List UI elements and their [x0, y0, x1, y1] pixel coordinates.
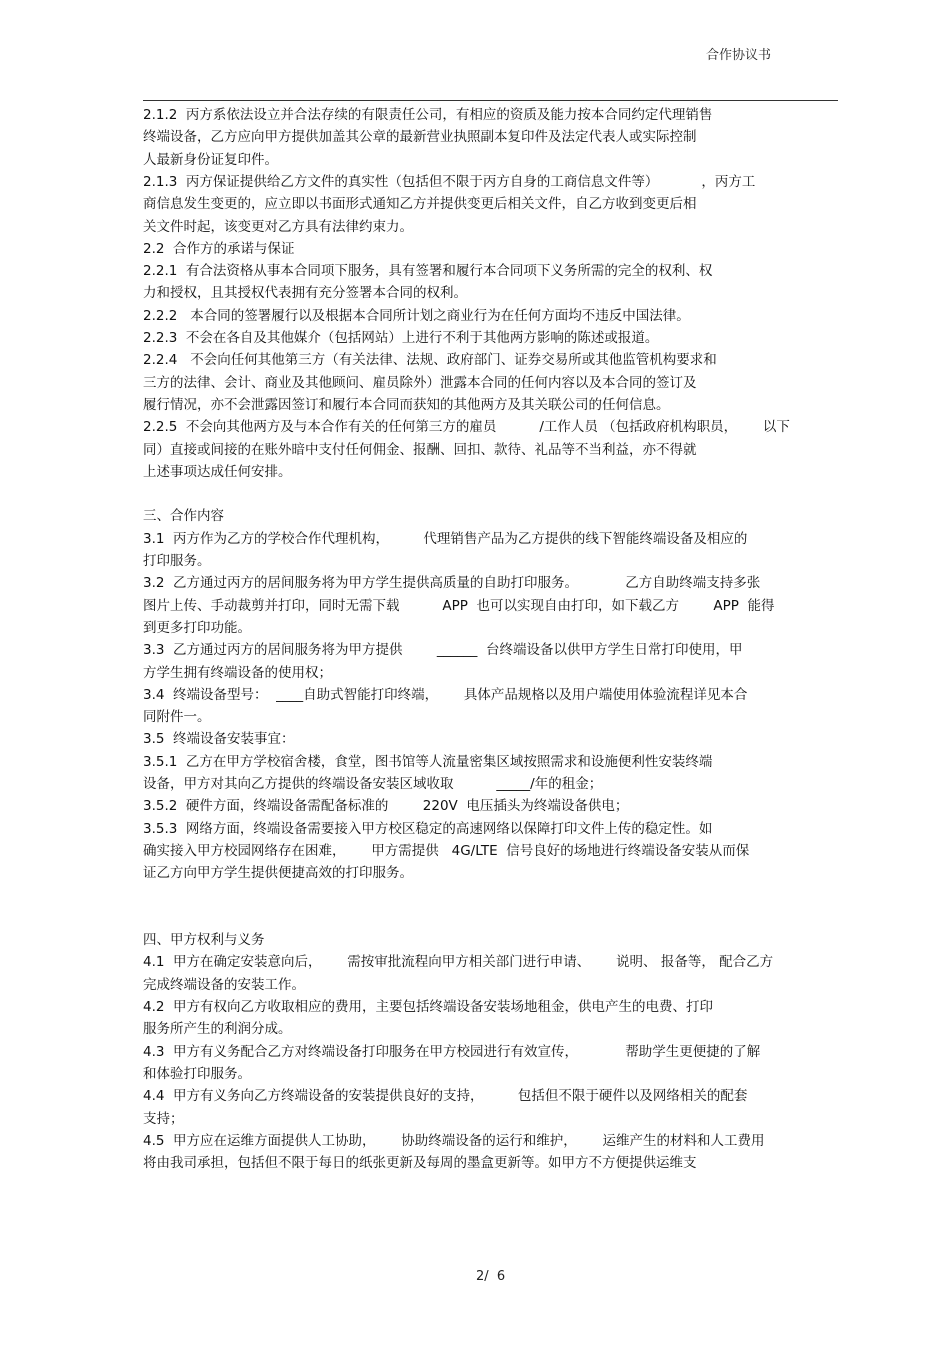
text-line: 完成终端设备的安装工作。: [143, 976, 305, 993]
text-line: 4.4 甲方有义务向乙方终端设备的安装提供良好的支持， 包括但不限于硬件以及网络相关的配套: [143, 1088, 748, 1105]
text-line: 证乙方向甲方学生提供便捷高效的打印服务。: [143, 865, 413, 882]
text-line: 关文件时起，该变更对乙方具有法律约束力。: [143, 218, 413, 235]
text-line: 打印服务。: [143, 553, 211, 569]
text-line: 方学生拥有终端设备的使用权；: [143, 664, 332, 681]
text-line: 将由我司承担，包括但不限于每日的纸张更新及每周的墨盒更新等。如甲方不方便提供运维支: [143, 1155, 697, 1172]
text-line: 和体验打印服务。: [143, 1065, 251, 1082]
text-line: 3.5.1 乙方在甲方学校宿舍楼，食堂，图书馆等人流量密集区域按照需求和设施便利性安装终端: [143, 753, 713, 770]
text-line: 到更多打印功能。: [143, 619, 251, 636]
page-number: 2/ 6: [476, 1269, 506, 1284]
text-line: 3.5 终端设备安装事宜：: [143, 731, 295, 748]
text-line: 确实接入甲方校园网络存在困难， 甲方需提供 4G/LTE 信号良好的场地进行终端设备安装从而保: [143, 842, 750, 859]
text-line: 三方的法律、会计、商业及其他顾问、雇员除外）泄露本合同的任何内容以及本合同的签订及: [143, 374, 697, 391]
text-line: 4.5 甲方应在运维方面提供人工协助， 协助终端设备的运行和维护， 运维产生的材料和人工费用: [143, 1132, 765, 1149]
text-line: 4.1 甲方在确定安装意向后， 需按审批流程向甲方相关部门进行申请、 说明、 报备等， 配合乙方: [143, 954, 774, 971]
text-line: 力和授权，且其授权代表拥有充分签署本合同的权利。: [143, 285, 467, 302]
header-title: 合作协议书: [706, 48, 772, 63]
text-line: 4.3 甲方有义务配合乙方对终端设备打印服务在甲方校园进行有效宣传， 帮助学生更便捷的了解: [143, 1043, 761, 1060]
text-line: 2.2.5 不会向其他两方及与本合作有关的任何第三方的雇员 /工作人员 （包括政府机构职员， 以下: [143, 419, 790, 436]
text-line: 履行情况，亦不会泄露因签订和履行本合同而获知的其他两方及其关联公司的任何信息。: [143, 396, 670, 413]
text-line: 同附件一。: [143, 709, 211, 726]
text-line: 2.2.3 不会在各自及其他媒介（包括网站）上进行不利于其他两方影响的陈述或报道。: [143, 330, 659, 346]
text-line: 4.2 甲方有权向乙方收取相应的费用，主要包括终端设备安装场地租金，供电产生的电费、打印: [143, 999, 714, 1015]
text-line: 3.5.2 硬件方面，终端设备需配备标准的 220V 电压插头为终端设备供电；: [143, 798, 629, 815]
text-line: 支持；: [143, 1110, 184, 1127]
text-line: 服务所产生的利润分成。: [143, 1021, 292, 1038]
text-line: 2.1.2 丙方系依法设立并合法存续的有限责任公司，有相应的资质及能力按本合同约定代理销售: [143, 107, 713, 123]
text-line: 商信息发生变更的，应立即以书面形式通知乙方并提供变更后相关文件，自乙方收到变更后相: [143, 196, 697, 213]
text-line: 2.2.4 不会向任何其他第三方（有关法律、法规、政府部门、证券交易所或其他监管机构要求和: [143, 352, 717, 369]
text-line: 人最新身份证复印件。: [143, 151, 278, 168]
text-line: 图片上传、手动裁剪并打印，同时无需下载 APP 也可以实现自由打印，如下载乙方 APP 能得: [143, 597, 775, 614]
header-divider: [143, 100, 838, 101]
text-line: 2.1.3 丙方保证提供给乙方文件的真实性（包括但不限于丙方自身的工商信息文件等） ，丙方工: [143, 173, 756, 190]
text-line: 同）直接或间接的在账外暗中支付任何佣金、报酬、回扣、款待、礼品等不当利益，亦不得就: [143, 441, 697, 458]
text-line: 2.2.2 本合同的签署履行以及根据本合同所计划之商业行为在任何方面均不违反中国法律。: [143, 307, 690, 324]
text-line: 3.2 乙方通过丙方的居间服务将为甲方学生提供高质量的自助打印服务。 乙方自助终端支持多张: [143, 575, 761, 592]
text-line: 上述事项达成任何安排。: [143, 463, 292, 480]
text-line: 3.4 终端设备型号： ____自助式智能打印终端， 具体产品规格以及用户端使用体验流程详见本合: [143, 686, 748, 703]
text-line: 2.2.1 有合法资格从事本合同项下服务，具有签署和履行本合同项下义务所需的完全的权利、权: [143, 263, 713, 280]
text-line: 四、甲方权利与义务: [143, 932, 265, 949]
text-line: 2.2 合作方的承诺与保证: [143, 240, 295, 257]
text-line: 3.3 乙方通过丙方的居间服务将为甲方提供 ______ 台终端设备以供甲方学生日常打印使用，甲: [143, 642, 743, 659]
text-line: 终端设备，乙方应向甲方提供加盖其公章的最新营业执照副本复印件及法定代表人或实际控制: [143, 129, 697, 146]
text-line: 3.1 丙方作为乙方的学校合作代理机构， 代理销售产品为乙方提供的线下智能终端设备及相应的: [143, 530, 748, 547]
text-line: 3.5.3 网络方面，终端设备需要接入甲方校区稳定的高速网络以保障打印文件上传的稳定性。如: [143, 820, 713, 837]
text-line: 三、合作内容: [143, 508, 224, 525]
text-line: 设备，甲方对其向乙方提供的终端设备安装区域收取 _____/年的租金；: [143, 776, 603, 792]
